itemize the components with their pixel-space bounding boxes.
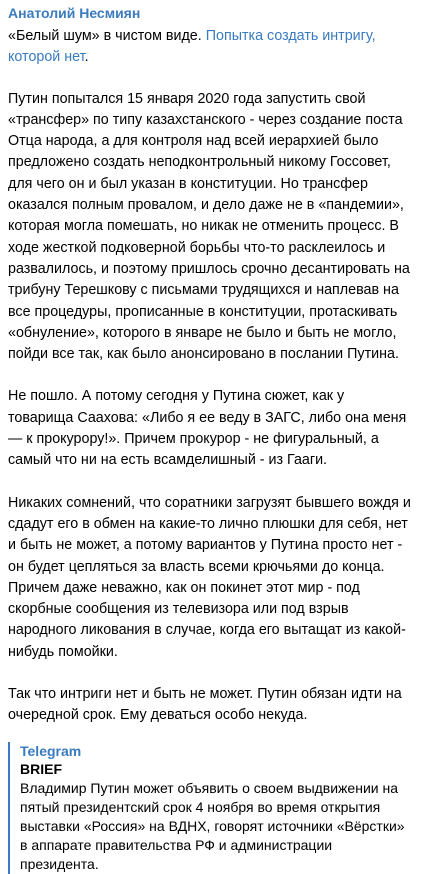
intro-link[interactable]: Попытка создать интригу, которой нет — [8, 28, 376, 66]
intro-text: «Белый шум» в чистом виде. — [8, 28, 206, 44]
paragraph-1: Путин попытался 15 января 2020 года запустить свой «трансфер» по типу казахстанского - через создание поста Отца народа, а для контроля над всей иерархией было предложено создать неподконтрольный никому Госсовет, для чего он и был указан в конституции. Но трансфер оказался полным провалом, и дело даже не в «пандемии», которая могла помешать, но никак не отменить процесс. В ходе жесткой подковерной борьбы что-то расклеилось и развалилось, и поэтому пришлось срочно десантировать на трибуну Терешкову с письмами трудящихся и наплевав на все процедуры, прописанные в конституции, протаскивать «обнуление», которого в январе не было и быть не могло, пойди все так, как было анонсировано в послании Путина. — [8, 90, 410, 363]
forwarded-quote[interactable] — [8, 742, 411, 874]
paragraph-3: Никаких сомнений, что соратники загрузят бывшего вождя и сдадут его в обмен на какие-то лично плюшки для себя, нет и быть не может, а потому вариантов у Путина просто нет - он будет цепляться за власть всеми крючьями до конца. Причем даже неважно, как он покинет этот мир - под скорбные сообщения из телевизора или под взрыв народного ликования в случае, когда его вытащат из какой-нибудь помойки. — [8, 494, 411, 660]
intro-paragraph — [8, 26, 411, 69]
intro-end: . — [84, 49, 89, 66]
quote-source: Telegram — [20, 742, 82, 759]
paragraph-2: Не пошло. А потому сегодня у Путина сюжет, как у товарища Саахова: «Либо я ее веду в ЗАГС, либо она меня — к прокурору!». Причем прокурор - не фигуральный, а самый что ни на есть всамделишный - из Гааги. — [8, 388, 407, 469]
author-name[interactable]: Анатолий Несмиян — [8, 5, 141, 21]
paragraph-4: Так что интриги нет и быть не может. Путин обязан идти на очередной срок. Ему деваться особо некуда. — [8, 686, 402, 724]
quote-text: Владимир Путин может объявить о своем выдвижении на пятый президентский срок 4 ноября во время открытия выставки «Россия» на ВДНХ, говорят источники «Вёрстки» в аппарате правительства РФ и администрации президента. — [20, 779, 405, 872]
quote-title: BRIEF — [20, 760, 62, 777]
